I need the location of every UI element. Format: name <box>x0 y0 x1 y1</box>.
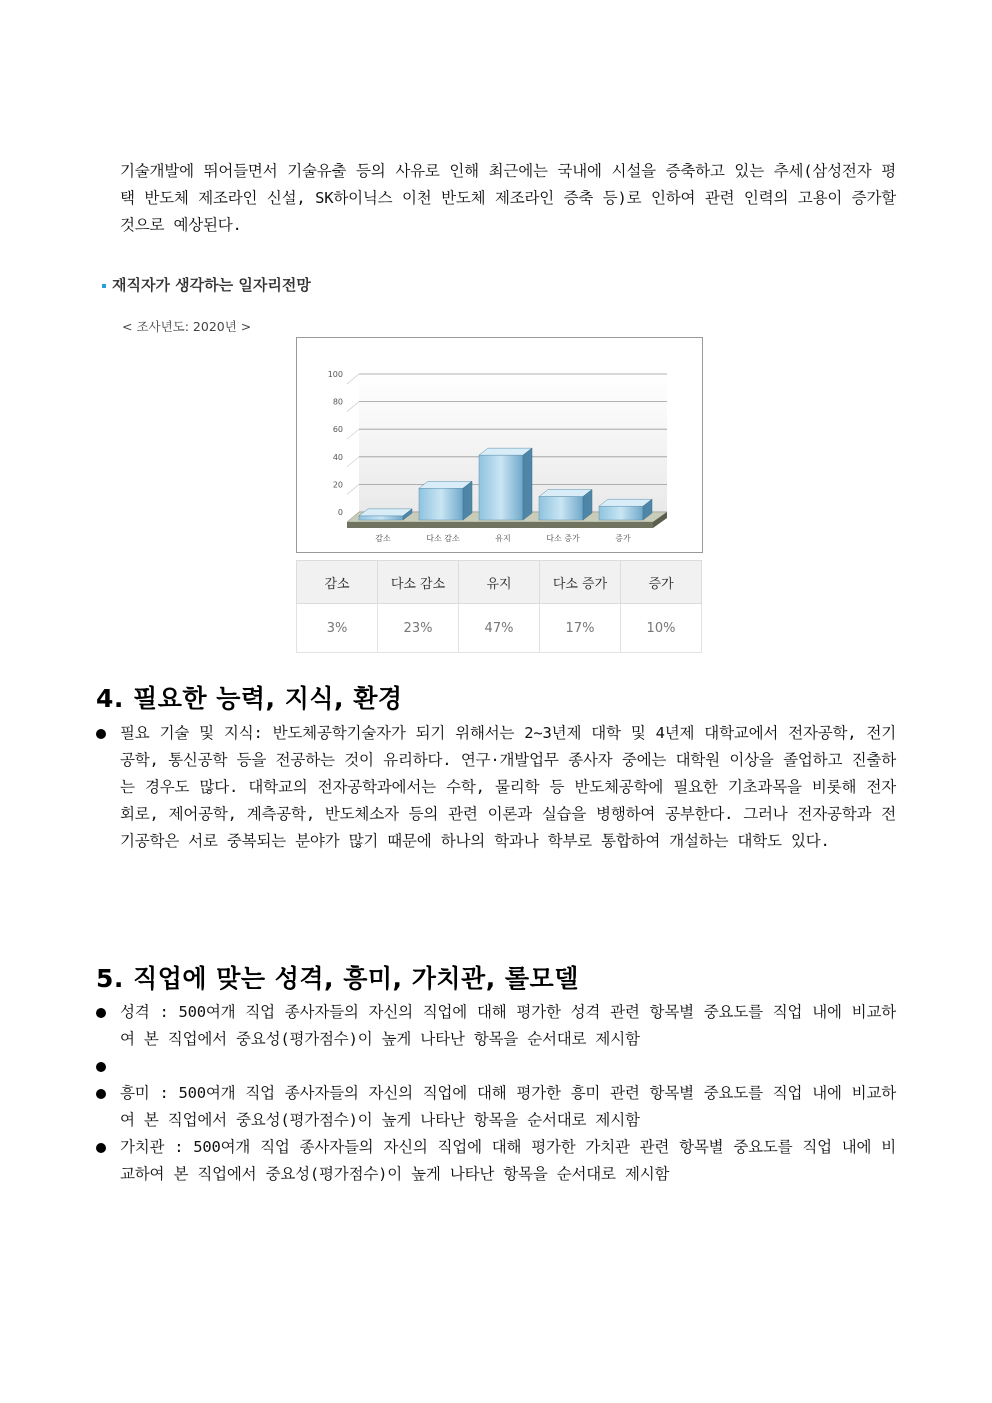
x-tick-label: 증가 <box>615 534 631 543</box>
bullet-icon <box>96 1008 106 1018</box>
gridline-side <box>347 484 359 494</box>
bar-front <box>419 488 463 520</box>
square-bullet-icon <box>102 284 106 288</box>
bullet-icon <box>96 1089 106 1099</box>
section5-title: 5. 직업에 맞는 성격, 흥미, 가치관, 롤모델 <box>96 964 579 993</box>
section5-list <box>96 999 896 1188</box>
bar <box>359 509 412 520</box>
list-item-text: 성격 : 500여개 직업 종사자들의 자신의 직업에 대해 평가한 성격 관련 항목별 중요도를 직업 내에 비교하여 본 직업에서 중요성(평가점수)이 높게 나타난 항목을 순서대로 제시함 <box>120 1003 896 1048</box>
bar-front <box>479 455 523 520</box>
gridline-side <box>347 429 359 439</box>
bullet-icon <box>96 729 106 739</box>
bullet-icon <box>96 1143 106 1153</box>
bar-side <box>523 448 532 520</box>
table-header-row <box>297 561 702 604</box>
table-header: 증가 <box>621 561 702 604</box>
y-tick-label: 60 <box>332 425 343 435</box>
bar-front <box>539 497 583 520</box>
bar <box>419 481 472 520</box>
gridline-side <box>347 374 359 384</box>
bar <box>479 448 532 520</box>
list-item-text: 필요 기술 및 지식: 반도체공학기술자가 되기 위해서는 2~3년제 대학 및 4년제 대학교에서 전자공학, 전기공학, 통신공학 등을 전공하는 것이 유리하다. 연구·개발업무 종사자 중에는 대학원 이상을 졸업하고 진출하는 경우도 많다. 대학교의 전자공학과에서는 수학, 물리학 등 반도체공학에 필요한 기초과목을 비롯해 전자회로, 제어공학, 계측공학, 반도체소자 등의 관련 이론과 실습을 병행하여 공부한다. 그러나 전자공학과 전기공학은 서로 중복되는 분야가 많기 때문에 하나의 학과나 학부로 통합하여 개설하는 대학도 있다. <box>120 724 896 850</box>
table-cell: 3% <box>297 604 378 653</box>
table-header: 유지 <box>459 561 540 604</box>
outlook-chart <box>296 337 703 553</box>
table-header: 다소 감소 <box>378 561 459 604</box>
gridline-side <box>347 457 359 467</box>
bar-side <box>463 481 472 520</box>
y-tick-label: 20 <box>332 480 343 490</box>
bar-front <box>599 506 643 520</box>
y-tick-label: 0 <box>337 508 343 517</box>
table-row <box>297 604 702 653</box>
outlook-label <box>102 274 311 295</box>
bar-front <box>359 516 403 520</box>
section4-title: 4. 필요한 능력, 지식, 환경 <box>96 684 403 713</box>
chart-floor-front <box>347 522 653 528</box>
y-tick-label: 40 <box>332 452 343 462</box>
bar <box>599 499 652 520</box>
list-item <box>96 1080 896 1134</box>
y-tick-label: 80 <box>332 397 343 407</box>
x-tick-label: 유지 <box>495 534 511 543</box>
bullet-icon <box>96 1062 106 1072</box>
chart-svg <box>297 338 702 552</box>
table-cell: 17% <box>540 604 621 653</box>
y-tick-label: 100 <box>327 370 343 379</box>
x-tick-label: 감소 <box>375 534 391 543</box>
outlook-table <box>296 560 702 653</box>
table-cell: 23% <box>378 604 459 653</box>
list-item <box>96 1134 896 1188</box>
bar <box>539 490 592 520</box>
list-item <box>96 999 896 1053</box>
list-item <box>96 1053 896 1080</box>
list-item <box>96 720 896 855</box>
section4-list <box>96 720 896 855</box>
outlook-label-text: 재직자가 생각하는 일자리전망 <box>112 276 311 294</box>
x-tick-label: 다소 감소 <box>426 534 460 543</box>
table-header: 다소 증가 <box>540 561 621 604</box>
survey-year: < 조사년도: 2020년 > <box>122 319 252 334</box>
list-item-text: 흥미 : 500여개 직업 종사자들의 자신의 직업에 대해 평가한 흥미 관련 항목별 중요도를 직업 내에 비교하여 본 직업에서 중요성(평가점수)이 높게 나타난 항목을 순서대로 제시함 <box>120 1084 896 1129</box>
intro-paragraph: 기술개발에 뛰어들면서 기술유출 등의 사유로 인해 최근에는 국내에 시설을 증축하고 있는 추세(삼성전자 평택 반도체 제조라인 신설, SK하이닉스 이천 반도체 제조라인 증축 등)로 인하여 관련 인력의 고용이 증가할 것으로 예상된다. <box>120 162 896 234</box>
table-cell: 10% <box>621 604 702 653</box>
table-cell: 47% <box>459 604 540 653</box>
table-header: 감소 <box>297 561 378 604</box>
list-item-text: 가치관 : 500여개 직업 종사자들의 자신의 직업에 대해 평가한 가치관 관련 항목별 중요도를 직업 내에 비교하여 본 직업에서 중요성(평가점수)이 높게 나타난 항목을 순서대로 제시함 <box>120 1138 896 1183</box>
x-tick-label: 다소 증가 <box>546 534 580 543</box>
gridline-side <box>347 402 359 412</box>
